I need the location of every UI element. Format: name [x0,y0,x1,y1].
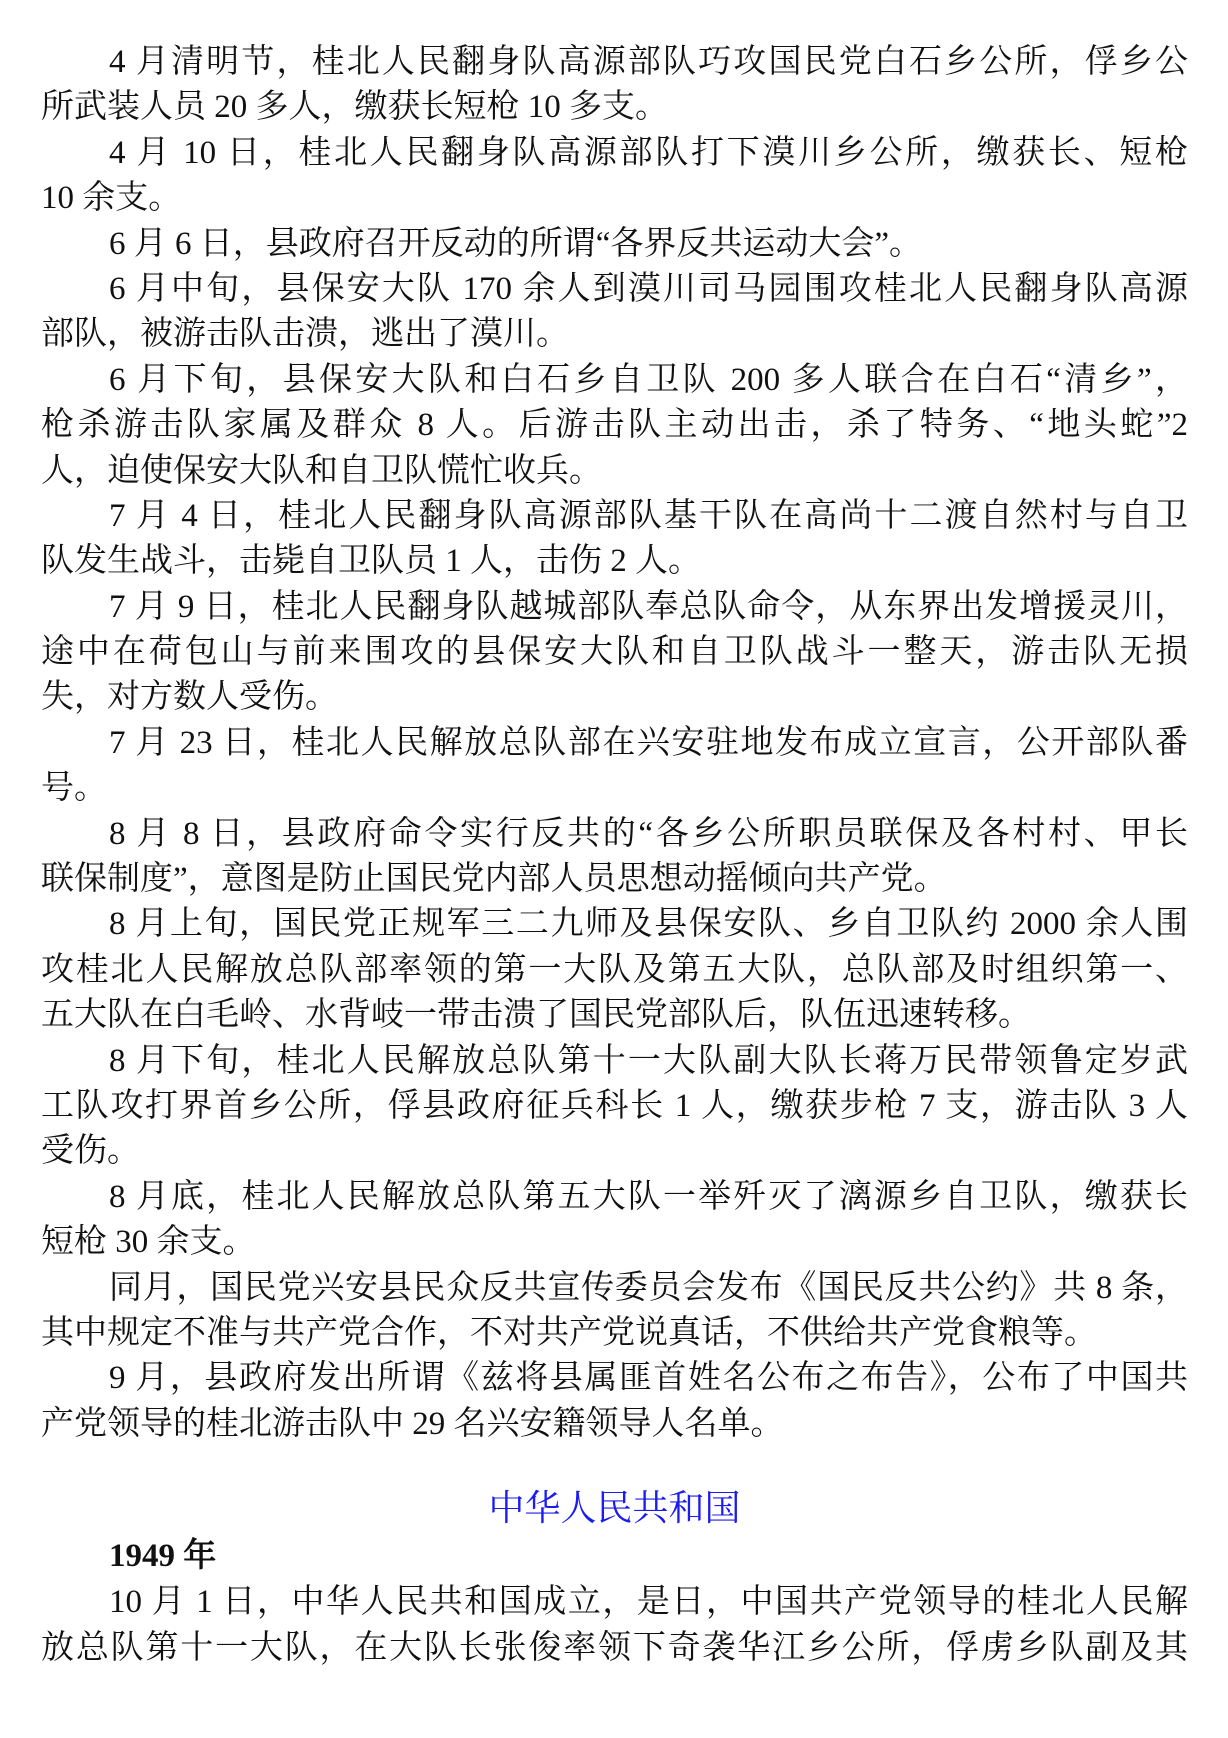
paragraph [41,1356,1188,1447]
paragraph [41,1039,1188,1175]
text-line: 部队，被游击队击溃，逃出了漠川。 [41,316,569,353]
text-line: 五大队在白毛岭、水背岐一带击溃了国民党部队后，队伍迅速转移。 [41,997,1031,1034]
text-line: 工队攻打界首乡公所，俘县政府征兵科长 1 人，缴获步枪 7 支，游击队 3 人 [41,1087,1188,1124]
text-line: 短枪 30 余支。 [41,1224,256,1261]
section-heading: 中华人民共和国 [488,1488,741,1529]
text-line: 受伤。 [41,1133,140,1170]
text-line: 6 月 6 日，县政府召开反动的所谓“各界反共运动大会”。 [109,225,923,262]
paragraph [41,721,1188,812]
text-line: 放总队第十一大队，在大队长张俊率领下奇袭华江乡公所，俘虏乡队副及其 [41,1629,1188,1666]
paragraph [41,1266,1188,1357]
text-line: 号。 [41,770,107,807]
text-line: 攻桂北人民解放总队部率领的第一大队及第五大队，总队部及时组织第一、 [41,951,1188,988]
text-line: 8 月上旬，国民党正规军三二九师及县保安队、乡自卫队约 2000 余人围 [109,906,1188,943]
paragraph [41,222,1188,267]
paragraph [41,40,1188,131]
text-line: 6 月中旬，县保安大队 170 余人到漠川司马园围攻桂北人民翻身队高源 [109,270,1188,307]
text-line: 10 月 1 日，中华人民共和国成立，是日，中国共产党领导的桂北人民解 [109,1584,1188,1621]
text-line: 4 月 10 日，桂北人民翻身队高源部队打下漠川乡公所，缴获长、短枪 [109,134,1188,171]
document-page [41,40,1188,1671]
paragraph [41,131,1188,222]
text-line: 9 月，县政府发出所谓《兹将县属匪首姓名公布之布告》，公布了中国共 [109,1360,1188,1397]
text-line: 人，迫使保安大队和自卫队慌忙收兵。 [41,452,602,489]
text-line: 队发生战斗，击毙自卫队员 1 人，击伤 2 人。 [41,543,701,580]
paragraph [41,585,1188,721]
paragraph [41,1175,1188,1266]
final-paragraph [41,1580,1188,1671]
text-line: 7 月 4 日，桂北人民翻身队高源部队基干队在高尚十二渡自然村与自卫 [109,497,1188,534]
chronicle-paragraphs [41,40,1188,1447]
text-line: 7 月 9 日，桂北人民翻身队越城部队奉总队命令，从东界出发增援灵川， [109,588,1188,625]
text-line: 失，对方数人受伤。 [41,679,338,716]
text-line: 8 月 8 日，县政府命令实行反共的“各乡公所职员联保及各村村、甲长 [109,815,1188,852]
text-line: 8 月底，桂北人民解放总队第五大队一举歼灭了漓源乡自卫队，缴获长 [109,1178,1188,1215]
text-line: 10 余支。 [41,180,182,217]
paragraph [41,494,1188,585]
paragraph [41,267,1188,358]
paragraph [41,812,1188,903]
paragraph [41,1580,1188,1671]
year-heading: 1949 年 [109,1538,217,1575]
text-line: 其中规定不准与共产党合作，不对共产党说真话，不供给共产党食粮等。 [41,1314,1097,1351]
text-line: 同月，国民党兴安县民众反共宣传委员会发布《国民反共公约》共 8 条， [109,1269,1188,1306]
text-line: 7 月 23 日，桂北人民解放总队部在兴安驻地发布成立宣言，公开部队番 [109,724,1188,761]
text-line: 6 月下旬，县保安大队和白石乡自卫队 200 多人联合在白石“清乡”， [109,361,1188,398]
text-line: 途中在荷包山与前来围攻的县保安大队和自卫队战斗一整天，游击队无损 [41,634,1188,671]
paragraph [41,902,1188,1038]
text-line: 枪杀游击队家属及群众 8 人。后游击队主动出击，杀了特务、“地头蛇”2 [41,407,1188,444]
text-line: 产党领导的桂北游击队中 29 名兴安籍领导人名单。 [41,1405,784,1442]
text-line: 联保制度”，意图是防止国民党内部人员思想动摇倾向共产党。 [41,861,947,898]
text-line: 4 月清明节，桂北人民翻身队高源部队巧攻国民党白石乡公所，俘乡公 [109,44,1188,80]
paragraph [41,358,1188,494]
text-line: 8 月下旬，桂北人民解放总队第十一大队副大队长蒋万民带领鲁定岁武 [109,1042,1188,1079]
text-line: 所武装人员 20 多人，缴获长短枪 10 多支。 [41,89,668,126]
